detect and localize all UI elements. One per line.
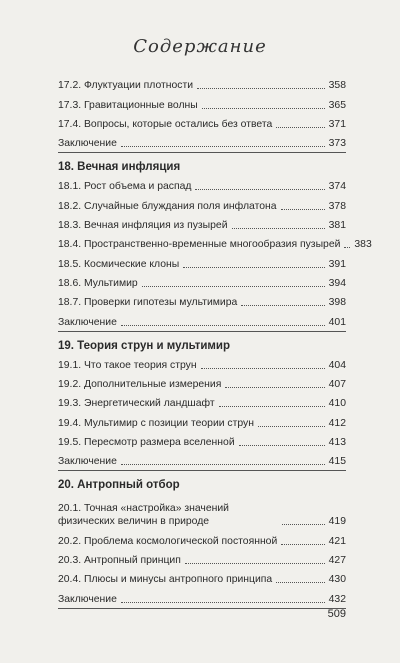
toc-entry (58, 74, 346, 93)
toc-entry (58, 411, 346, 430)
table-of-contents (58, 74, 372, 611)
toc-entry-title: 19.3. Энергетический ландшафт (58, 398, 215, 410)
page-number: 509 (327, 608, 346, 620)
dot-leader (219, 406, 325, 407)
toc-entry-title: Заключение (58, 456, 117, 468)
toc-entry-page: 371 (328, 118, 346, 130)
toc-entry (58, 132, 346, 151)
toc-entry-page: 415 (328, 456, 346, 468)
toc-entry-page: 432 (328, 593, 346, 605)
toc-entry (58, 194, 346, 213)
dot-leader (258, 426, 325, 427)
dot-leader (281, 544, 324, 545)
toc-entry-title: 20.1. Точная «настройка» значений физических величин в природе (58, 503, 229, 528)
toc-entry-page: 378 (328, 200, 346, 212)
toc-entry-page: 430 (328, 574, 346, 586)
toc-entry-page: 374 (328, 181, 346, 193)
toc-entry-page: 413 (328, 437, 346, 449)
toc-entry-page: 381 (328, 220, 346, 232)
toc-entry-title: 18.6. Мультимир (58, 277, 138, 289)
dot-leader (195, 189, 324, 190)
toc-entry (58, 549, 346, 568)
section-divider (58, 152, 346, 153)
chapter-title: 20. Антропный отбор (58, 479, 180, 492)
toc-entry (58, 373, 346, 392)
dot-leader (121, 325, 325, 326)
dot-leader (241, 305, 324, 306)
toc-entry-title: 18.1. Рост объема и распад (58, 181, 192, 193)
toc-entry-title: 19.1. Что такое теория струн (58, 359, 197, 371)
toc-entry (58, 392, 346, 411)
toc-entry-page: 401 (328, 316, 346, 328)
dot-leader (282, 524, 325, 525)
toc-entry (58, 431, 346, 450)
dot-leader (281, 209, 325, 210)
toc-entry-page: 419 (328, 516, 346, 528)
toc-entry-title: 17.3. Гравитационные волны (58, 99, 198, 111)
toc-entry (58, 214, 346, 233)
dot-leader (185, 563, 325, 564)
toc-entry-page: 394 (328, 277, 346, 289)
section-divider (58, 470, 346, 471)
toc-entry-title: Заключение (58, 593, 117, 605)
section-divider (58, 608, 346, 609)
toc-entry-page: 358 (328, 80, 346, 92)
dot-leader (276, 582, 324, 583)
dot-leader (344, 247, 350, 248)
toc-entry-title: 18.3. Вечная инфляция из пузырей (58, 220, 228, 232)
toc-entry (58, 310, 346, 329)
dot-leader (121, 146, 325, 147)
toc-entry (58, 450, 346, 469)
toc-entry-page: 383 (354, 239, 372, 251)
toc-entry (58, 252, 346, 271)
toc-entry-page: 412 (328, 417, 346, 429)
toc-entry-title: 20.4. Плюсы и минусы антропного принципа (58, 574, 273, 586)
toc-entry-page: 391 (328, 258, 346, 270)
toc-entry-page: 404 (328, 359, 346, 371)
toc-entry-page: 365 (328, 99, 346, 111)
toc-entry-title: 20.3. Антропный принцип (58, 554, 181, 566)
toc-entry-title: 18.4. Пространственно-временные многообразия пузырей (58, 239, 341, 251)
dot-leader (276, 127, 324, 128)
chapter-title: 19. Теория струн и мультимир (58, 339, 231, 352)
toc-entry (58, 113, 346, 132)
section-divider (58, 331, 346, 332)
dot-leader (142, 286, 325, 287)
toc-entry-title: 17.2. Флуктуации плотности (58, 80, 194, 92)
toc-entry-title: Заключение (58, 138, 117, 150)
toc-entry-title: 19.2. Дополнительные измерения (58, 379, 222, 391)
toc-entry-page: 398 (328, 297, 346, 309)
toc-entry-page: 410 (328, 398, 346, 410)
dot-leader (232, 228, 325, 229)
toc-entry (58, 233, 372, 252)
chapter-title: 18. Вечная инфляция (58, 161, 181, 174)
toc-entry-title: 18.2. Случайные блуждания поля инфлатона (58, 200, 277, 212)
toc-entry-title: Заключение (58, 316, 117, 328)
toc-entry-page: 421 (328, 535, 346, 547)
toc-entry-title: 17.4. Вопросы, которые остались без ответа (58, 118, 273, 130)
dot-leader (225, 387, 324, 388)
dot-leader (239, 445, 325, 446)
toc-entry (58, 587, 346, 606)
toc-entry-title: 18.5. Космические клоны (58, 258, 180, 270)
toc-entry (58, 568, 346, 587)
toc-entry-page: 373 (328, 138, 346, 150)
running-header: Содержание (133, 36, 267, 57)
toc-entry-title: 18.7. Проверки гипотезы мультимира (58, 297, 238, 309)
toc-entry-page: 427 (328, 554, 346, 566)
toc-entry-title: 19.5. Пересмотр размера вселенной (58, 437, 235, 449)
dot-leader (201, 368, 325, 369)
dot-leader (121, 464, 325, 465)
toc-entry (58, 354, 346, 373)
toc-entry (58, 291, 346, 310)
dot-leader (202, 108, 325, 109)
toc-entry-title: 20.2. Проблема космологической постоянной (58, 535, 278, 547)
toc-entry-page: 407 (328, 379, 346, 391)
toc-entry-title: 19.4. Мультимир с позиции теории струн (58, 417, 254, 429)
toc-entry (58, 93, 346, 112)
toc-entry (58, 529, 346, 548)
toc-entry (58, 493, 346, 529)
dot-leader (183, 267, 324, 268)
toc-entry (58, 175, 346, 194)
dot-leader (197, 88, 325, 89)
dot-leader (121, 602, 325, 603)
toc-entry (58, 272, 346, 291)
